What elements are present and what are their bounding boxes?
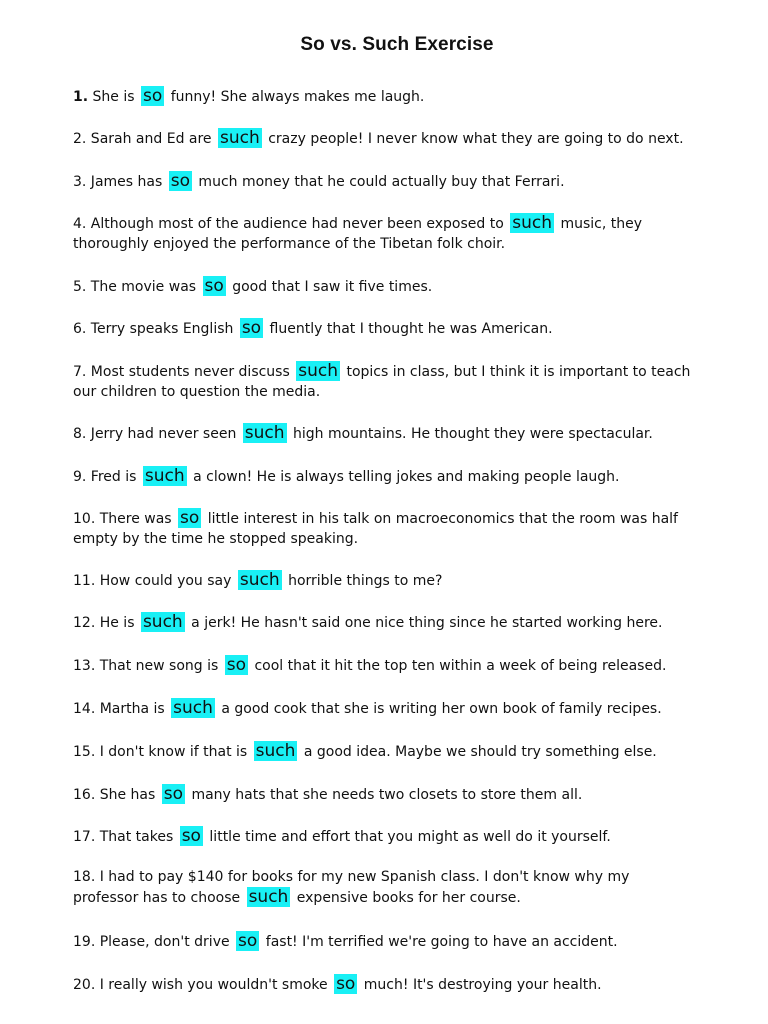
item-text-before: James has	[86, 174, 167, 190]
item-number: 18.	[73, 869, 96, 885]
highlighted-answer: such	[298, 361, 338, 381]
item-number: 10.	[73, 511, 96, 527]
item-text-after: a clown! He is always telling jokes and making people laugh.	[188, 469, 620, 485]
item-number: 1.	[73, 89, 89, 105]
item-text-line2	[73, 887, 733, 908]
item-text-after: a good cook that she is writing her own book of family recipes.	[216, 701, 662, 717]
item-text-after: horrible things to me?	[283, 573, 443, 589]
item-text-before: The movie was	[86, 279, 201, 295]
exercise-item-9	[73, 466, 733, 487]
item-text-line2-before: professor has to choose	[73, 890, 245, 906]
item-text-after: high mountains. He thought they were spectacular.	[288, 426, 653, 442]
item-text-before: Terry speaks English	[86, 321, 238, 337]
item-number: 7.	[73, 364, 87, 380]
item-text-before: Martha is	[95, 701, 170, 717]
exercise-item-19	[73, 931, 733, 952]
item-text-before: Please, don't drive	[95, 934, 235, 950]
item-number: 2.	[73, 131, 87, 147]
item-text-before: She is	[88, 89, 139, 105]
exercise-item-2	[73, 128, 733, 149]
highlighted-answer: so	[180, 508, 200, 528]
exercise-item-13	[73, 655, 733, 676]
highlighted-answer: such	[244, 423, 285, 443]
item-number: 16.	[73, 787, 96, 803]
item-text-after: a good idea. Maybe we should try something else.	[299, 744, 657, 760]
item-number: 3.	[73, 174, 87, 190]
item-text-before: I really wish you wouldn't smoke	[95, 977, 333, 993]
item-number: 17.	[73, 829, 96, 845]
item-text-after: music, they	[556, 216, 643, 232]
exercise-item-11	[73, 570, 733, 591]
highlighted-answer: so	[238, 931, 258, 951]
item-text-before: How could you say	[95, 573, 236, 589]
highlighted-answer: so	[241, 318, 262, 338]
item-text-after: much money that he could actually buy that Ferrari.	[193, 174, 565, 190]
item-text-after: little interest in his talk on macroeconomics that the room was half	[203, 511, 678, 527]
page-title: So vs. Such Exercise	[300, 34, 494, 55]
item-number: 4.	[73, 216, 87, 232]
highlighted-answer: such	[144, 466, 185, 486]
item-text-before: That new song is	[95, 658, 223, 674]
highlighted-answer: such	[239, 570, 280, 590]
item-text-after: little time and effort that you might as well do it yourself.	[204, 829, 611, 845]
highlighted-answer: such	[255, 741, 296, 761]
item-text-after: many hats that she needs two closets to store them all.	[187, 787, 583, 803]
item-number: 5.	[73, 279, 87, 295]
highlighted-answer: so	[163, 784, 184, 804]
highlighted-answer: so	[170, 171, 190, 191]
highlighted-answer: such	[248, 887, 289, 907]
item-text-after: much! It's destroying your health.	[359, 977, 602, 993]
item-text-before: I had to pay $140 for books for my new Spanish class. I don't know why my	[95, 869, 630, 885]
exercise-item-6	[73, 318, 733, 339]
item-number: 14.	[73, 701, 96, 717]
exercise-item-5	[73, 276, 733, 297]
item-text-before: I don't know if that is	[95, 744, 252, 760]
highlighted-answer: such	[220, 128, 260, 148]
exercise-item-15	[73, 741, 733, 762]
item-number: 19.	[73, 934, 96, 950]
item-number: 9.	[73, 469, 87, 485]
item-text-before: Most students never discuss	[86, 364, 295, 380]
item-text-after: a jerk! He hasn't said one nice thing since he started working here.	[186, 615, 663, 631]
exercise-item-16	[73, 784, 733, 805]
item-number: 8.	[73, 426, 87, 442]
exercise-item-17	[73, 826, 733, 847]
item-text-before: Although most of the audience had never been exposed to	[86, 216, 509, 232]
item-text-before: Fred is	[86, 469, 141, 485]
exercise-item-7	[73, 361, 733, 402]
highlighted-answer: so	[336, 974, 356, 994]
item-number: 13.	[73, 658, 96, 674]
item-text-line2: empty by the time he stopped speaking.	[73, 531, 359, 547]
exercise-item-14	[73, 698, 733, 719]
item-text-after: fast! I'm terrified we're going to have an accident.	[261, 934, 618, 950]
highlighted-answer: so	[226, 655, 247, 675]
item-text-before: He is	[95, 615, 139, 631]
exercise-item-3	[73, 171, 733, 192]
item-number: 6.	[73, 321, 87, 337]
item-text-before: Jerry had never seen	[86, 426, 241, 442]
item-text-line2-after: expensive books for her course.	[292, 890, 521, 906]
highlighted-answer: such	[142, 612, 183, 632]
exercise-item-12	[73, 612, 733, 633]
item-number: 15.	[73, 744, 96, 760]
highlighted-answer: so	[142, 86, 163, 106]
item-text-after: topics in class, but I think it is important to teach	[342, 364, 691, 380]
exercise-item-10	[73, 508, 733, 549]
item-text-before: Sarah and Ed are	[86, 131, 216, 147]
item-text-before: There was	[95, 511, 177, 527]
item-number: 11.	[73, 573, 96, 589]
item-text-after: fluently that I thought he was American.	[265, 321, 553, 337]
highlighted-answer: such	[173, 698, 213, 718]
item-text-before: That takes	[95, 829, 178, 845]
item-text-after: crazy people! I never know what they are going to do next.	[263, 131, 684, 147]
item-text-line2: our children to question the media.	[73, 384, 321, 400]
item-number: 20.	[73, 977, 96, 993]
highlighted-answer: such	[512, 213, 553, 233]
item-text-after: funny! She always makes me laugh.	[166, 89, 425, 105]
exercise-item-20	[73, 974, 733, 995]
item-text-line2: thoroughly enjoyed the performance of the Tibetan folk choir.	[73, 236, 506, 252]
item-text-after: cool that it hit the top ten within a week of being released.	[250, 658, 667, 674]
highlighted-answer: so	[181, 826, 201, 846]
exercise-item-8	[73, 423, 733, 444]
highlighted-answer: so	[204, 276, 224, 296]
item-text-before: She has	[95, 787, 160, 803]
item-text-after: good that I saw it five times.	[227, 279, 433, 295]
exercise-item-4	[73, 213, 733, 254]
exercise-item-1	[73, 86, 733, 107]
item-number: 12.	[73, 615, 96, 631]
exercise-item-18	[73, 867, 733, 908]
